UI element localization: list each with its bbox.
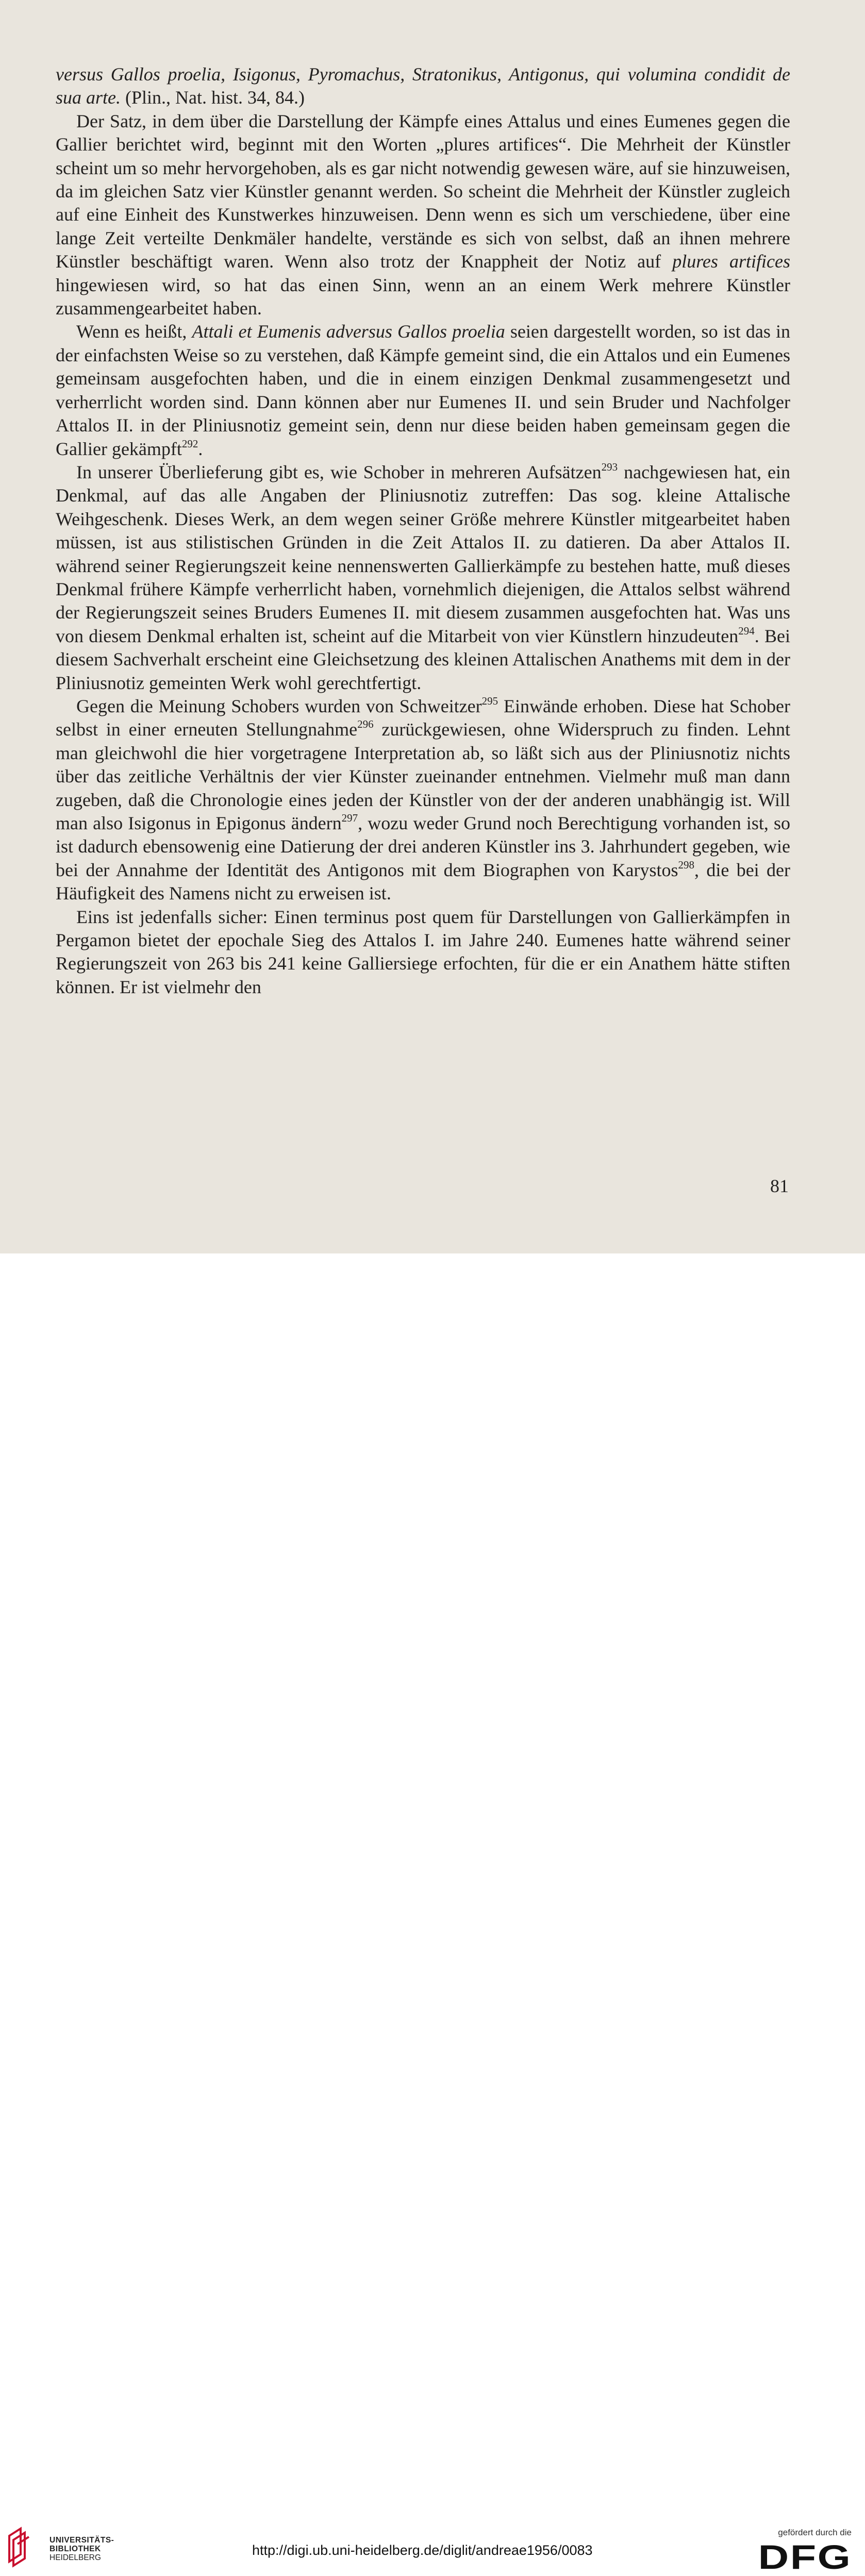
paragraph bbox=[56, 461, 790, 695]
italic-text: plures artifices bbox=[672, 251, 790, 272]
source-url-link[interactable]: http://digi.ub.uni-heidelberg.de/diglit/andreae1956/0083 bbox=[252, 2542, 593, 2558]
italic-text: Attali et Eumenis adversus Gallos proelia bbox=[192, 321, 505, 342]
library-name bbox=[49, 2536, 114, 2562]
footnote-ref: 295 bbox=[481, 694, 498, 707]
italic-text: versus Gallos proelia, Isigonus, Pyromachus, Stratonikus, Antigonus, qui volumina condidit de sua arte. bbox=[56, 64, 790, 108]
body-text bbox=[56, 63, 790, 999]
text-run: Wenn es heißt, bbox=[76, 321, 192, 342]
library-name-line3: HEIDELBERG bbox=[49, 2553, 101, 2562]
footnote-ref: 294 bbox=[738, 624, 755, 637]
text-run: Eins ist jedenfalls sicher: Einen terminus post quem für Darstellungen von Gallierkämpfen in Pergamon bietet der epochale Sieg des Attalos I. im Jahre 240. Eumenes hatte während seiner Regierungszeit von 263 bis 241 keine Galliersiege erfochten, für die er ein Anathem hätte stiften können. Er ist vielmehr den bbox=[56, 906, 790, 997]
text-run: (Plin., Nat. hist. 34, 84.) bbox=[121, 87, 305, 108]
footnote-ref: 298 bbox=[678, 858, 695, 871]
text-run: , wozu weder Grund noch Berechtigung vorhanden ist, so ist dadurch ebensowenig eine Datierung der drei anderen Künstler ins 3. Jahrhundert gegeben, wie bei der Annahme der Identität des Antigonos mit dem Biographen von Karystos bbox=[56, 813, 790, 880]
text-run: hingewiesen wird, so hat das einen Sinn, wenn an an einem Werk mehrere Künstler zusammengearbeitet haben. bbox=[56, 274, 790, 319]
paragraph bbox=[56, 906, 790, 999]
dfg-logo: DFG bbox=[758, 2538, 852, 2576]
footnote-ref: 292 bbox=[181, 437, 198, 450]
paragraph bbox=[56, 63, 790, 110]
paragraph bbox=[56, 320, 790, 460]
text-run: seien dargestellt worden, so ist das in der einfachsten Weise so zu verstehen, daß Kämpfe gemeint sind, die ein Attalos und ein Eumenes gemeinsam ausgefochten haben, und die in einem einzigen Denkmal zusammengesetzt und verherrlicht worden sind. Dann können aber nur Eumenes II. und sein Bruder und Nachfolger Attalos II. in der Pliniusnotiz gemeint sein, denn nur diese beiden haben gemeinsam gegen die Gallier gekämpft bbox=[56, 321, 790, 459]
university-library-logo-icon bbox=[6, 2527, 37, 2568]
text-run: Einwände erhoben. Diese hat Schober selbst in einer erneuten Stellungnahme bbox=[56, 695, 791, 740]
footnote-ref: 293 bbox=[601, 460, 618, 473]
footnote-ref: 297 bbox=[341, 812, 358, 824]
text-run: Gegen die Meinung Schobers wurden von Schweitzer bbox=[76, 695, 482, 716]
scanned-page bbox=[0, 0, 865, 1253]
text-run: , die bei der Häufigkeit des Namens nicht zu erweisen ist. bbox=[56, 859, 790, 904]
text-run: nachgewiesen hat, ein Denkmal, auf das alle Angaben der Pliniusnotiz zutreffen: Das sog. kleine Attalische Weihgeschenk. Dieses Werk, an dem wegen seiner Größe mehrere Künstler mitgearbeitet haben müssen, ist aus stilistischen Gründen in die Zeit Attalos II. zu datieren. Da aber Attalos II. während seiner Regierungszeit keine nennenswerten Gallierkämpfe zu bestehen hatte, muß dieses Denkmal frühere Kämpfe verherrlicht haben, vornehmlich diejenigen, die Attalos selbst während der Regierungszeit seines Bruders Eumenes II. mit diesem zusammen ausgefochten hat. Was uns von diesem Denkmal erhalten ist, scheint auf die Mitarbeit von vier Künstlern hinzudeuten bbox=[56, 461, 790, 646]
paragraph bbox=[56, 695, 790, 906]
library-name-line1: UNIVERSITÄTS- bbox=[49, 2536, 114, 2545]
text-run: Der Satz, in dem über die Darstellung der Kämpfe eines Attalus und eines Eumenes gegen die Gallier berichtet wird, beginnt mit den Worten „plures artifices“. Die Mehrheit der Künstler scheint um so mehr hervorgehoben, als es gar nicht notwendig gewesen wäre, auf sie hinzuweisen, da im gleichen Satz vier Künstler genannt werden. So scheint die Mehrheit der Künstler zugleich auf eine Einheit des Kunstwerkes hinzuweisen. Denn wenn es sich um verschiedene, über eine lange Zeit verteilte Denkmäler handelte, verstände es sich von selbst, daß an ihnen mehrere Künstler beschäftigt waren. Wenn also trotz der Knappheit der Notiz auf bbox=[56, 110, 790, 272]
funding-note: gefördert durch die bbox=[778, 2528, 852, 2537]
text-run: zurückgewiesen, ohne Widerspruch zu finden. Lehnt man gleichwohl die hier vorgetragene Interpretation ab, so läßt sich aus der Pliniusnotiz nichts über das zeitliche Verhältnis der vier Künster zueinander entnehmen. Vielmehr muß man dann zugeben, daß die Chronologie eines jeden der Künstler von der der anderen unabhängig ist. Will man also Isigonus in Epigonus ändern bbox=[56, 719, 791, 833]
text-run: . Bei diesem Sachverhalt erscheint eine Gleichsetzung des kleinen Attalischen Anathems mit dem in der Pliniusnotiz gemeinten Werk wohl gerechtfertigt. bbox=[56, 625, 790, 693]
paragraph bbox=[56, 110, 790, 321]
text-run: . bbox=[198, 438, 203, 459]
page-number: 81 bbox=[770, 1176, 789, 1196]
text-run: In unserer Überlieferung gibt es, wie Schober in mehreren Aufsätzen bbox=[76, 461, 602, 482]
footnote-ref: 296 bbox=[357, 718, 374, 731]
library-name-line2: BIBLIOTHEK bbox=[49, 2545, 101, 2553]
footer-bar bbox=[0, 1253, 865, 2576]
